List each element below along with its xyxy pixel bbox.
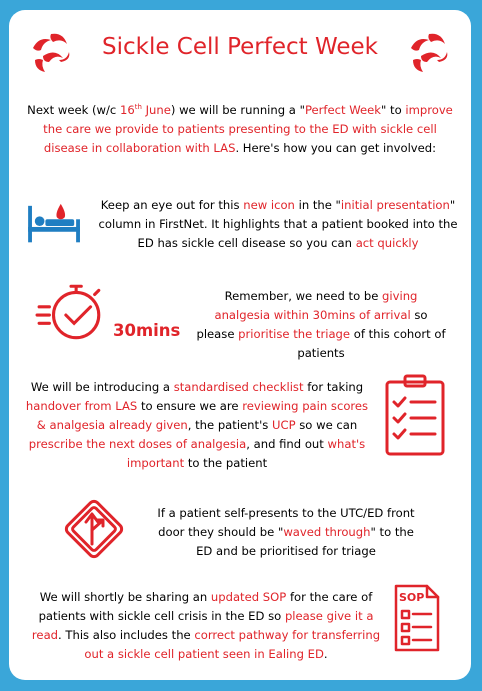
sop-label: SOP [399, 591, 425, 604]
analgesia-paragraph: Remember, we need to be giving analgesia within 30mins of arrival so please prioritise the triage of this cohort of patients [196, 289, 446, 360]
hospital-bed-icon [25, 202, 85, 250]
sop-paragraph: We will shortly be sharing an updated SOP for the care of patients with sickle cell crisis in the ED so please give it a read. This also includes the correct pathway for transferring out a sickle cell patient seen in Ealing ED. [31, 590, 381, 661]
sop-document-icon [393, 584, 441, 652]
sickle-cell-logo-icon [29, 30, 73, 74]
thirty-mins-label: 30mins [113, 321, 181, 340]
road-sign-icon [59, 494, 129, 564]
title-row [9, 30, 471, 76]
stopwatch-check-icon [35, 282, 107, 344]
intro-paragraph: Next week (w/c 16th June) we will be running a "Perfect Week" to improve the care we provide to patients presenting to the ED with sickle cell disease in collaboration with LAS. Here's how you can get involved: [27, 102, 453, 155]
poster-card [9, 10, 471, 680]
checklist-paragraph: We will be introducing a standardised checklist for taking handover from LAS to ensure we are reviewing pain scores & analgesia already given, the patient's UCP so we can prescribe the next doses of analgesia, and find out what's important to the patient [25, 380, 369, 470]
new-icon-paragraph: Keep an eye out for this new icon in the "initial presentation" column in FirstNet. It highlights that a patient booked into the ED has sickle cell disease so you can act quickly [98, 198, 458, 250]
clipboard-checklist-icon [383, 374, 447, 456]
sickle-cell-logo-icon [407, 30, 451, 74]
self-present-paragraph: If a patient self-presents to the UTC/ED front door they should be "waved through" to the ED and be prioritised for triage [157, 506, 415, 558]
page-title: Sickle Cell Perfect Week [102, 34, 378, 60]
